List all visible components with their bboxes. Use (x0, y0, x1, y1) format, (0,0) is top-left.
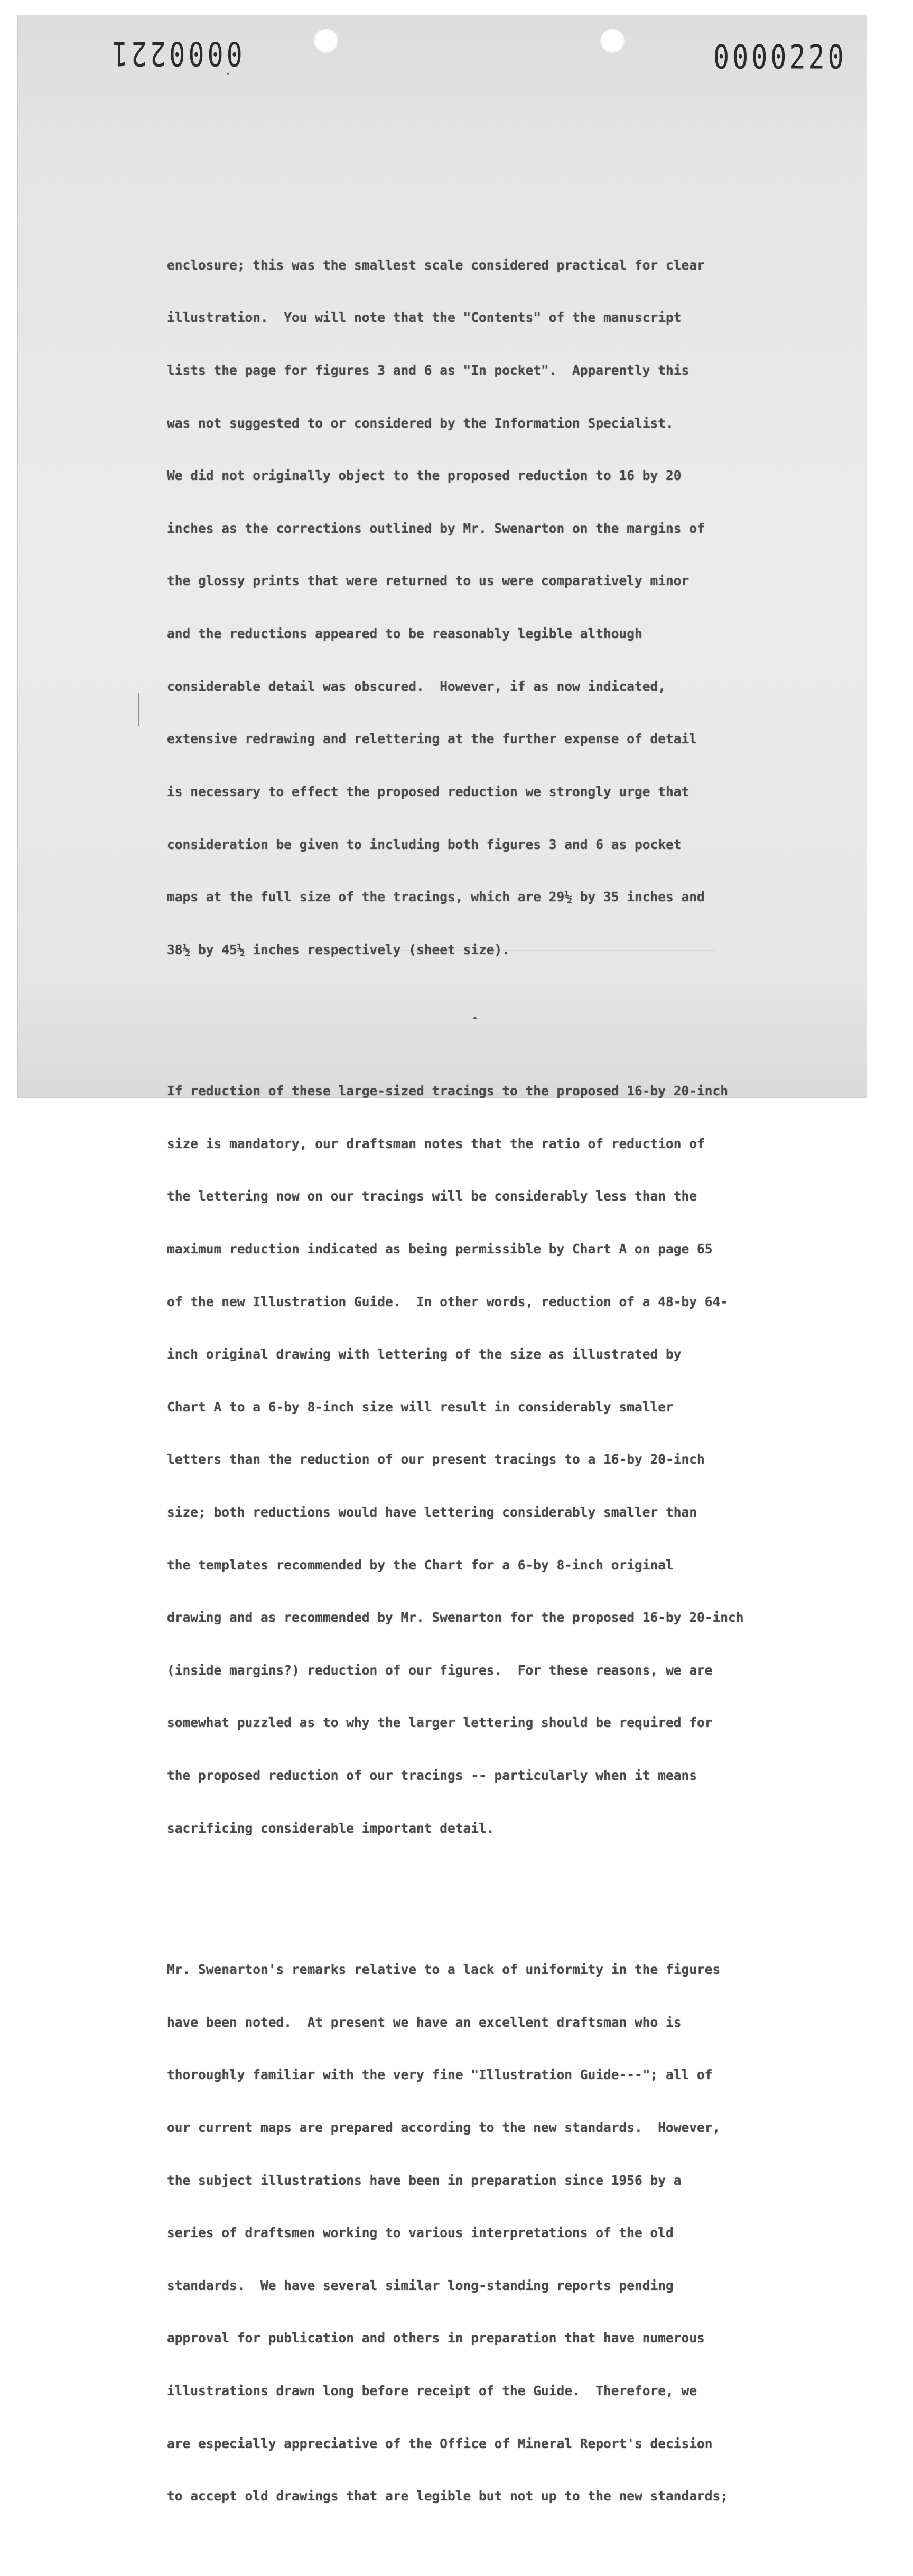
scan-speck (227, 73, 229, 75)
text-line: the templates recommended by the Chart for a 6-by 8-inch original (167, 1557, 674, 1573)
text-line: of the new Illustration Guide. In other words, reduction of a 48-by 64- (167, 1294, 729, 1309)
page-stamp-left: 0000221 (109, 34, 243, 73)
text-line: enclosure; this was the smallest scale considered practical for clear (167, 257, 705, 273)
punch-hole-right (600, 29, 625, 53)
text-line: standards. We have several similar long-standing reports pending (167, 2277, 674, 2293)
text-line: is necessary to effect the proposed reduction we strongly urge that (167, 783, 690, 799)
text-line: maximum reduction indicated as being permissible by Chart A on page 65 (167, 1241, 713, 1257)
margin-mark (138, 693, 139, 726)
text-line: lists the page for figures 3 and 6 as "In pocket". Apparently this (167, 363, 690, 378)
text-line: (inside margins?) reduction of our figures. For these reasons, we are (167, 1662, 713, 1678)
paragraph-1 (167, 221, 833, 993)
text-line: illustrations drawn long before receipt of the Guide. Therefore, we (167, 2383, 697, 2398)
text-line: 38½ by 45½ inches respectively (sheet size). (167, 941, 510, 957)
text-line: consideration be given to including both figures 3 and 6 as pocket (167, 836, 682, 852)
paragraph-2 (167, 1047, 833, 1872)
text-line: have been noted. At present we have an excellent draftsman who is (167, 2014, 682, 2030)
text-line: size is mandatory, our draftsman notes that the ratio of reduction of (167, 1135, 705, 1151)
letter-body (167, 186, 833, 2576)
text-line: We did not originally object to the proposed reduction to 16 by 20 (167, 468, 682, 484)
text-line: the proposed reduction of our tracings -- particularly when it means (167, 1768, 697, 1784)
text-line: somewhat puzzled as to why the larger lettering should be required for (167, 1715, 713, 1731)
text-line: to accept old drawings that are legible but not up to the new standards; (167, 2488, 729, 2504)
text-line: Mr. Swenarton's remarks relative to a lack of uniformity in the figures (167, 1962, 721, 1978)
text-line: the subject illustrations have been in preparation since 1956 by a (167, 2172, 682, 2188)
text-line: considerable detail was obscured. However, if as now indicated, (167, 678, 666, 694)
text-line: illustration. You will note that the "Contents" of the manuscript (167, 310, 682, 326)
text-line: the lettering now on our tracings will be considerably less than the (167, 1188, 697, 1204)
paragraph-3 (167, 1926, 833, 2540)
text-line: maps at the full size of the tracings, which are 29½ by 35 inches and (167, 889, 705, 905)
text-line: extensive redrawing and relettering at the further expense of detail (167, 731, 697, 747)
text-line: series of draftsmen working to various interpretations of the old (167, 2225, 674, 2241)
text-line: drawing and as recommended by Mr. Swenarton for the proposed 16-by 20-inch (167, 1610, 744, 1626)
page-stamp-right: 0000220 (713, 38, 847, 77)
text-line: letters than the reduction of our present tracings to a 16-by 20-inch (167, 1452, 705, 1467)
text-line: Chart A to a 6-by 8-inch size will result in considerably smaller (167, 1399, 674, 1415)
text-line: and the reductions appeared to be reasonably legible although (167, 626, 642, 642)
text-line: are especially appreciative of the Office of Mineral Report's decision (167, 2435, 713, 2451)
text-line: inch original drawing with lettering of the size as illustrated by (167, 1346, 682, 1362)
punch-hole-left (314, 29, 338, 53)
text-line: thoroughly familiar with the very fine "Illustration Guide---"; all of (167, 2067, 713, 2083)
text-line: inches as the corrections outlined by Mr. Swenarton on the margins of (167, 520, 705, 536)
text-line: approval for publication and others in preparation that have numerous (167, 2330, 705, 2346)
text-line: If reduction of these large-sized tracings to the proposed 16-by 20-inch (167, 1083, 729, 1099)
text-line: was not suggested to or considered by the Information Specialist. (167, 415, 674, 431)
text-line: sacrificing considerable important detail. (167, 1820, 495, 1836)
text-line: the glossy prints that were returned to us were comparatively minor (167, 573, 690, 589)
text-line: our current maps are prepared according to the new standards. However, (167, 2119, 721, 2135)
text-line: size; both reductions would have lettering considerably smaller than (167, 1504, 697, 1520)
